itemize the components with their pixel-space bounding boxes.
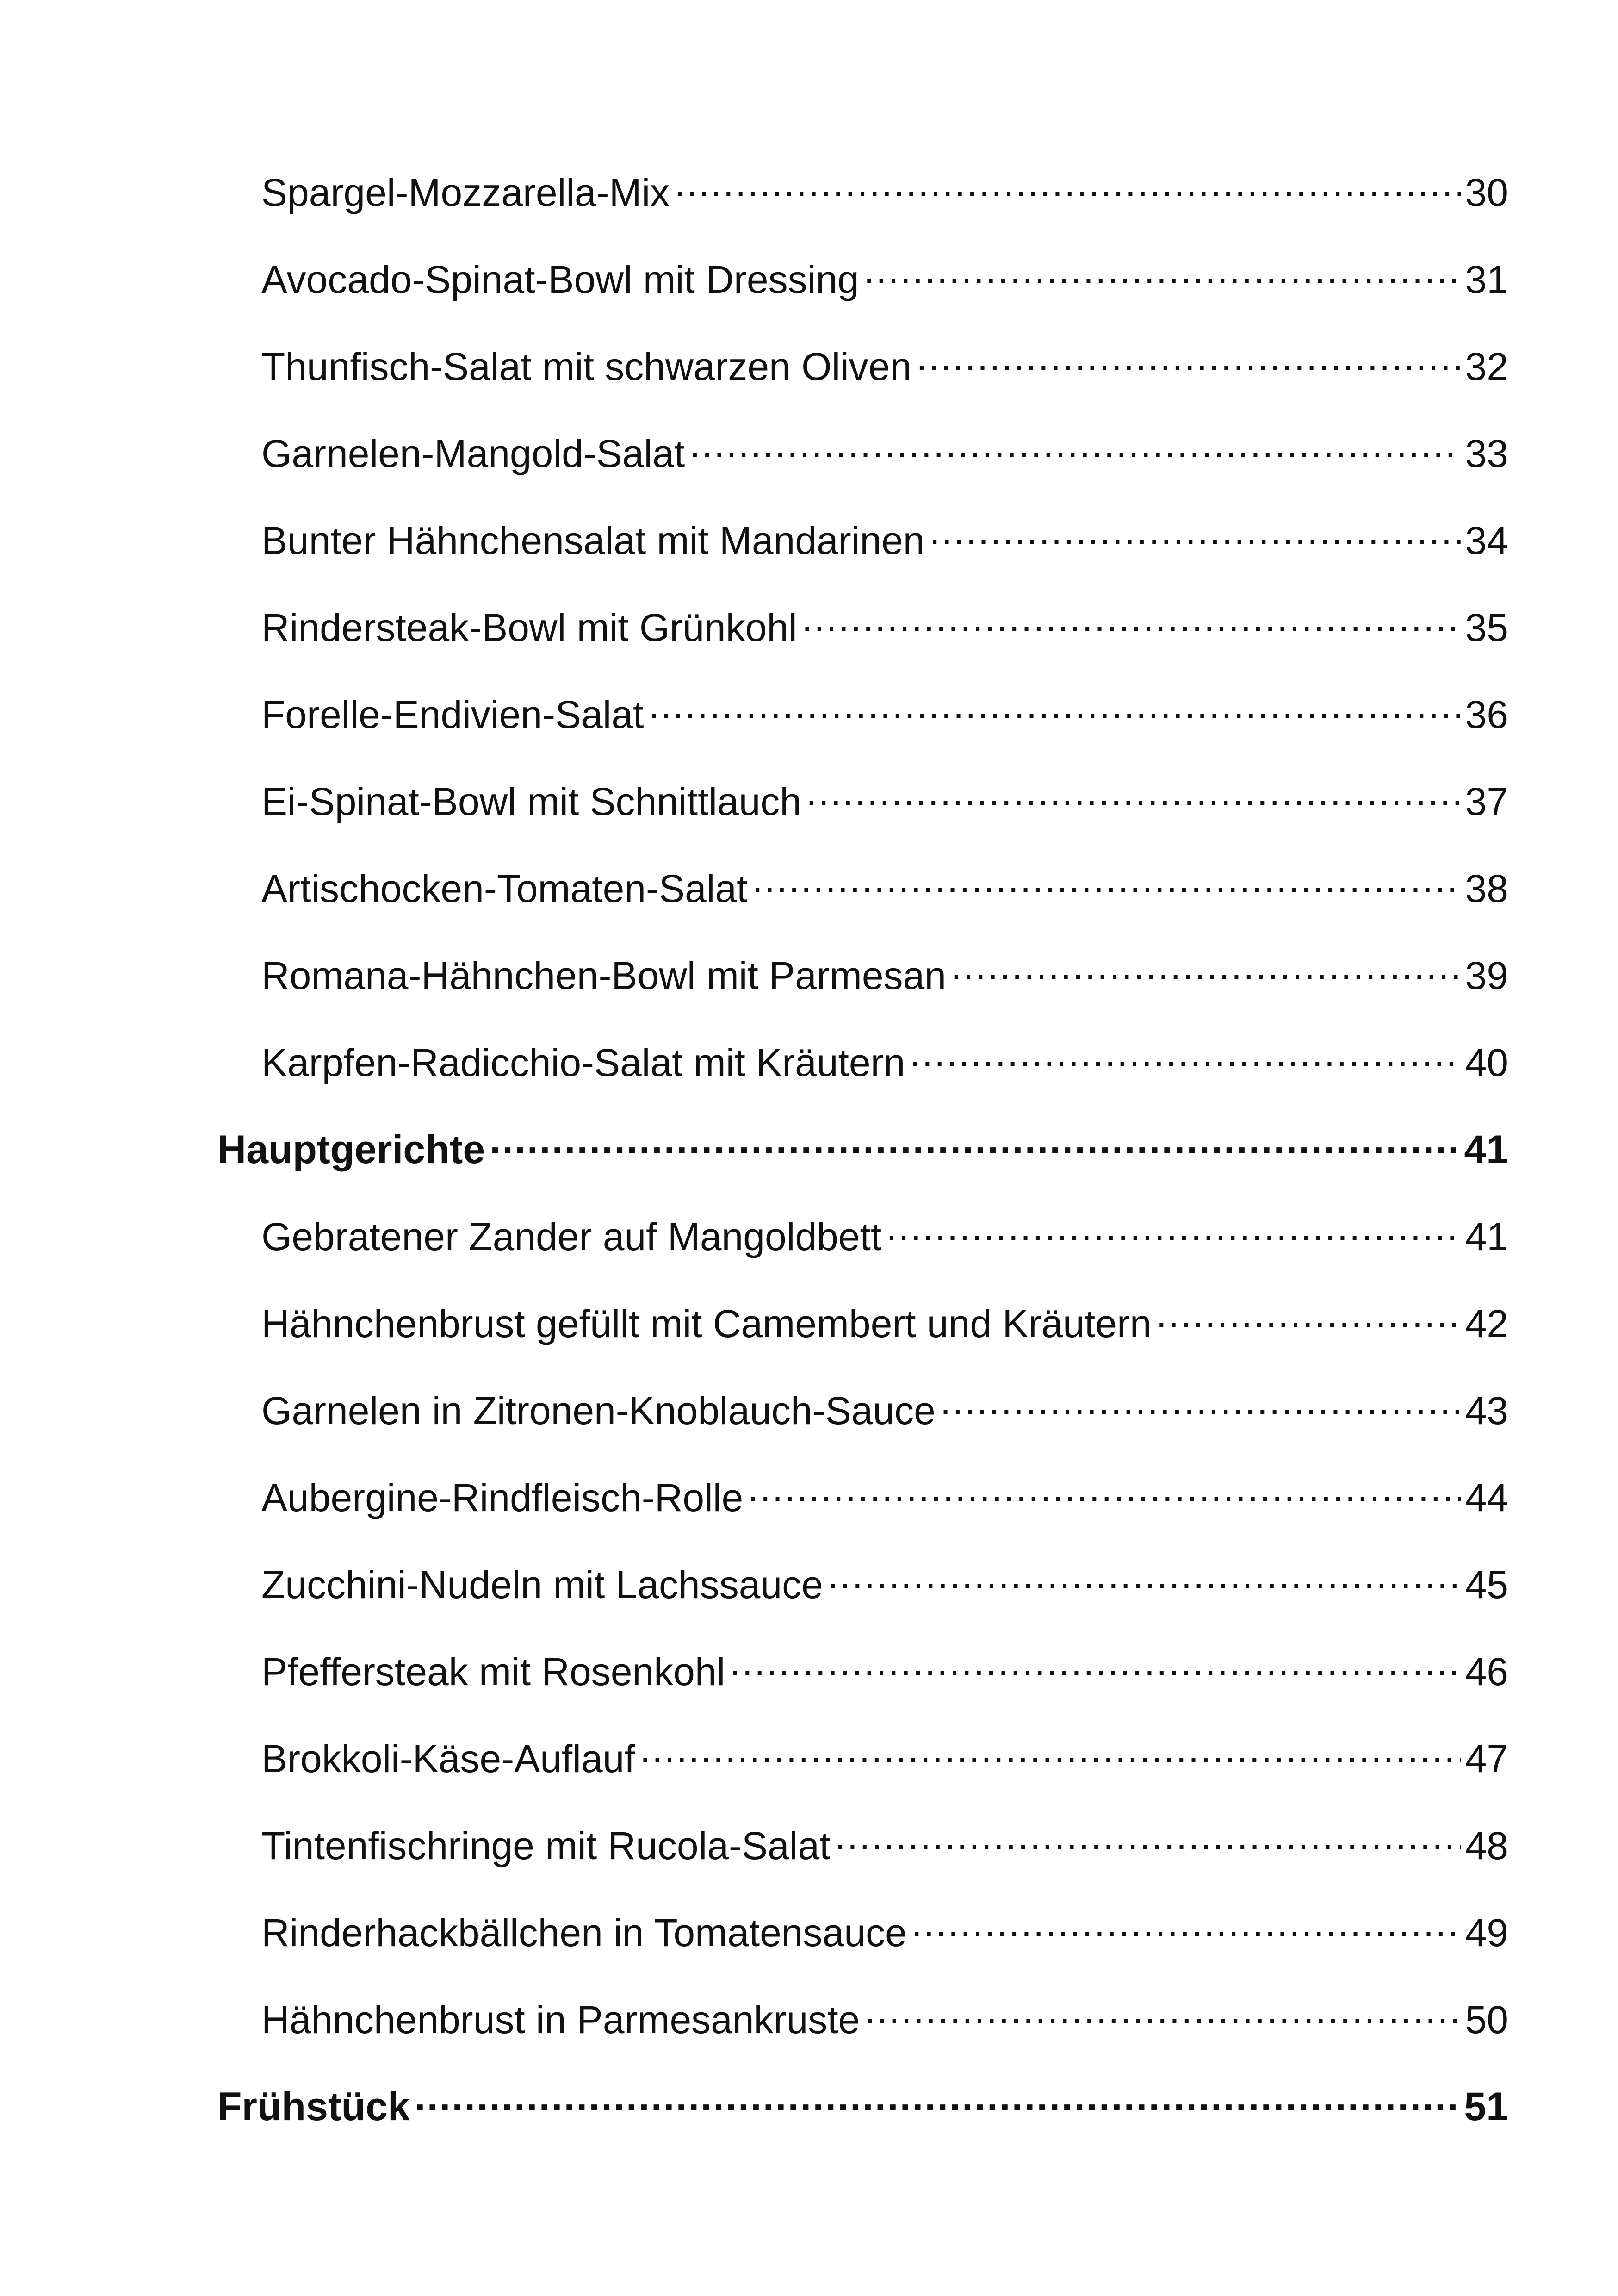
toc-entry-page: 35	[1465, 606, 1508, 649]
toc-entry-page: 40	[1465, 1041, 1508, 1084]
toc-entry[interactable]	[217, 1291, 1508, 1378]
toc-section-page: 51	[1464, 2084, 1508, 2129]
toc-entry[interactable]	[217, 247, 1508, 334]
toc-entry[interactable]	[217, 1378, 1508, 1465]
toc-entry[interactable]	[217, 769, 1508, 856]
dot-leader	[911, 1900, 1461, 1946]
toc-entry-title: Artischocken-Tomaten-Salat	[261, 867, 748, 910]
toc-entry[interactable]	[217, 421, 1508, 508]
toc-section-heading[interactable]	[217, 1117, 1508, 1204]
dot-leader	[748, 1465, 1460, 1511]
toc-entry-title: Brokkoli-Käse-Auflauf	[261, 1737, 635, 1780]
dot-leader	[910, 1030, 1460, 1076]
toc-entry[interactable]	[217, 1987, 1508, 2074]
dot-leader	[916, 334, 1460, 380]
toc-entry[interactable]	[217, 1204, 1508, 1291]
toc-entry-title: Avocado-Spinat-Bowl mit Dressing	[261, 258, 859, 301]
toc-entry-page: 43	[1465, 1389, 1508, 1432]
dot-leader	[864, 1987, 1460, 2033]
toc-entry[interactable]	[217, 682, 1508, 769]
toc-entry-page: 45	[1465, 1563, 1508, 1606]
toc-entry-page: 38	[1465, 867, 1508, 910]
toc-entry[interactable]	[217, 856, 1508, 943]
toc-entry-page: 30	[1465, 171, 1508, 214]
toc-entry-title: Thunfisch-Salat mit schwarzen Oliven	[261, 345, 912, 388]
toc-entry-page: 37	[1465, 780, 1508, 823]
toc-entry-title: Pfeffersteak mit Rosenkohl	[261, 1650, 725, 1693]
toc-entry-page: 36	[1465, 693, 1508, 736]
dot-leader	[689, 421, 1460, 467]
dot-leader	[648, 682, 1460, 728]
table-of-contents	[217, 160, 1508, 2161]
toc-entry-title: Ei-Spinat-Bowl mit Schnittlauch	[261, 780, 802, 823]
dot-leader	[674, 160, 1460, 206]
toc-entry-title: Rindersteak-Bowl mit Grünkohl	[261, 606, 797, 649]
dot-leader	[415, 2074, 1460, 2120]
toc-entry-page: 39	[1465, 954, 1508, 997]
toc-entry-title: Bunter Hähnchensalat mit Mandarinen	[261, 519, 925, 562]
dot-leader	[951, 943, 1461, 989]
toc-entry-title: Forelle-Endivien-Salat	[261, 693, 644, 736]
toc-entry-title: Romana-Hähnchen-Bowl mit Parmesan	[261, 954, 946, 997]
toc-entry[interactable]	[217, 334, 1508, 421]
dot-leader	[886, 1204, 1460, 1250]
toc-entry-title: Spargel-Mozzarella-Mix	[261, 171, 670, 214]
toc-entry[interactable]	[217, 508, 1508, 595]
toc-section-page: 41	[1464, 1127, 1508, 1172]
toc-section-title: Frühstück	[217, 2084, 410, 2129]
toc-entry-page: 32	[1465, 345, 1508, 388]
toc-entry-title: Hähnchenbrust in Parmesankruste	[261, 1998, 860, 2041]
dot-leader	[1156, 1291, 1461, 1337]
toc-entry-page: 47	[1465, 1737, 1508, 1780]
toc-section-heading[interactable]	[217, 2074, 1508, 2161]
toc-entry-page: 42	[1465, 1302, 1508, 1345]
toc-entry-page: 48	[1465, 1824, 1508, 1867]
dot-leader	[828, 1552, 1461, 1598]
toc-entry-page: 34	[1465, 519, 1508, 562]
toc-entry[interactable]	[217, 1726, 1508, 1813]
toc-entry-page: 46	[1465, 1650, 1508, 1693]
dot-leader	[940, 1378, 1461, 1424]
toc-entry-page: 49	[1465, 1911, 1508, 1954]
toc-entry-title: Karpfen-Radicchio-Salat mit Kräutern	[261, 1041, 905, 1084]
dot-leader	[730, 1639, 1460, 1685]
toc-entry-page: 33	[1465, 432, 1508, 475]
toc-entry-title: Garnelen-Mangold-Salat	[261, 432, 685, 475]
toc-entry-title: Gebratener Zander auf Mangoldbett	[261, 1215, 882, 1258]
toc-entry[interactable]	[217, 1900, 1508, 1987]
toc-entry[interactable]	[217, 595, 1508, 682]
dot-leader	[806, 769, 1460, 815]
dot-leader	[835, 1813, 1460, 1859]
toc-entry-title: Hähnchenbrust gefüllt mit Camembert und Kräutern	[261, 1302, 1152, 1345]
toc-entry-title: Aubergine-Rindfleisch-Rolle	[261, 1476, 744, 1519]
dot-leader	[490, 1117, 1459, 1163]
toc-entry[interactable]	[217, 1639, 1508, 1726]
toc-entry-title: Tintenfischringe mit Rucola-Salat	[261, 1824, 831, 1867]
toc-section-title: Hauptgerichte	[217, 1127, 485, 1172]
toc-entry-title: Rinderhackbällchen in Tomatensauce	[261, 1911, 907, 1954]
toc-entry-page: 31	[1465, 258, 1508, 301]
toc-entry[interactable]	[217, 1552, 1508, 1639]
toc-entry[interactable]	[217, 160, 1508, 247]
toc-entry[interactable]	[217, 943, 1508, 1030]
toc-entry[interactable]	[217, 1813, 1508, 1900]
toc-entry[interactable]	[217, 1465, 1508, 1552]
dot-leader	[930, 508, 1461, 554]
toc-entry-page: 41	[1465, 1215, 1508, 1258]
dot-leader	[864, 247, 1461, 293]
toc-entry[interactable]	[217, 1030, 1508, 1117]
toc-entry-page: 44	[1465, 1476, 1508, 1519]
dot-leader	[640, 1726, 1461, 1772]
toc-entry-page: 50	[1465, 1998, 1508, 2041]
dot-leader	[752, 856, 1460, 902]
dot-leader	[802, 595, 1461, 641]
toc-entry-title: Garnelen in Zitronen-Knoblauch-Sauce	[261, 1389, 936, 1432]
toc-entry-title: Zucchini-Nudeln mit Lachssauce	[261, 1563, 823, 1606]
